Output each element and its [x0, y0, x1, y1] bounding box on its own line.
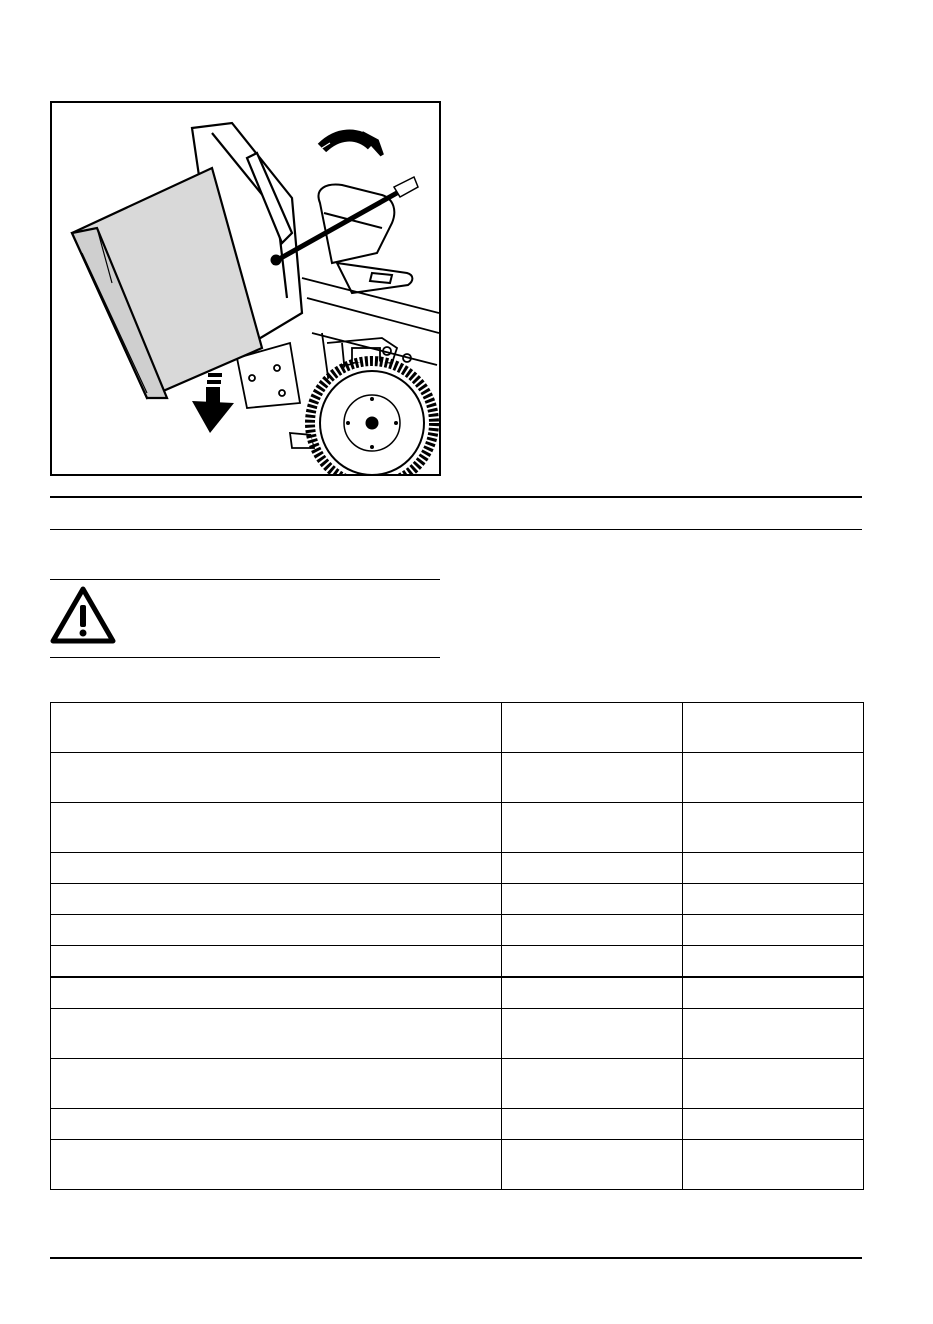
table-cell: [683, 1140, 864, 1190]
table-cell: [502, 1059, 683, 1109]
table-cell: [502, 977, 683, 1009]
table-cell: [502, 803, 683, 853]
table-cell: [51, 977, 502, 1009]
section-rule-top: [50, 496, 862, 498]
table-cell: [51, 1109, 502, 1140]
table-cell: [683, 703, 864, 753]
table-cell: [502, 946, 683, 978]
table-row: [51, 853, 864, 884]
table-cell: [683, 803, 864, 853]
table-cell: [683, 853, 864, 884]
warning-rule-bottom: [50, 657, 440, 658]
table-cell: [683, 1059, 864, 1109]
table-row: [51, 703, 864, 753]
table-row: [51, 1059, 864, 1109]
table-cell: [51, 915, 502, 946]
table-cell: [683, 1109, 864, 1140]
table-cell: [502, 1109, 683, 1140]
section-rule-bottom: [50, 529, 862, 530]
warning-rule-top: [50, 579, 440, 580]
warning-triangle-icon: [50, 586, 116, 644]
table-cell: [51, 1059, 502, 1109]
table-cell: [502, 753, 683, 803]
seat-drawing: [319, 185, 413, 293]
table-cell: [502, 884, 683, 915]
table-cell: [51, 1009, 502, 1059]
table-row: [51, 1140, 864, 1190]
table-cell: [51, 1140, 502, 1190]
table-cell: [502, 853, 683, 884]
table-cell: [683, 753, 864, 803]
table-cell: [502, 1140, 683, 1190]
table-cell: [51, 946, 502, 978]
tilt-arrow-icon: [322, 133, 382, 155]
table-row: [51, 915, 864, 946]
table-cell: [683, 915, 864, 946]
table-row: [51, 884, 864, 915]
table-row: [51, 753, 864, 803]
collector-removal-illustration: [50, 101, 441, 476]
table-row: [51, 803, 864, 853]
table-cell: [683, 977, 864, 1009]
table-cell: [683, 884, 864, 915]
table-cell: [683, 946, 864, 978]
table-row: [51, 946, 864, 978]
table-row: [51, 977, 864, 1009]
table-row: [51, 1109, 864, 1140]
table-cell: [502, 915, 683, 946]
table-cell: [51, 884, 502, 915]
table-cell: [51, 853, 502, 884]
table-cell: [51, 703, 502, 753]
table-cell: [502, 1009, 683, 1059]
down-arrow-icon: [192, 373, 234, 433]
table-cell: [51, 753, 502, 803]
table-cell: [683, 1009, 864, 1059]
spec-table: [50, 702, 864, 1190]
table-cell: [502, 703, 683, 753]
table-cell: [51, 803, 502, 853]
table-row: [51, 1009, 864, 1059]
footer-rule: [50, 1257, 862, 1259]
